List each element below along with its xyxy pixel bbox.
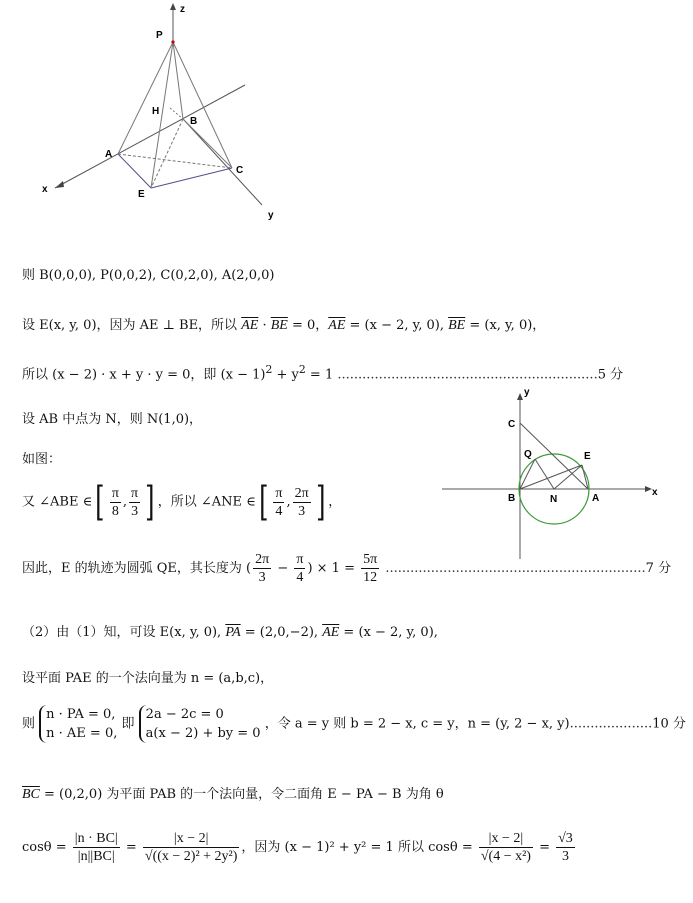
- label-E: E: [138, 189, 145, 200]
- frac-2pi-3: $\frac{2\pi}{3}$: [294, 485, 309, 519]
- frac-pi-4: $\frac{\pi}{4}$: [275, 485, 283, 519]
- l2-text-a: 设 E(x, y, 0)，因为 AE ⊥ BE，所以: [22, 318, 242, 333]
- l3-text-a: 所以 (x − 2) · x + y · y = 0，即 (x − 1): [22, 367, 266, 383]
- line-circle-equation: [22, 363, 623, 382]
- frac-pi-4-b: $\frac{\pi}{4}$: [296, 552, 304, 585]
- vec-ae-2: $\overline{AE}$: [328, 318, 346, 333]
- vec-ae: $\overline{AE}$: [241, 318, 259, 333]
- l3-sup-1: 2: [265, 363, 273, 376]
- frac-5pi-12: $\frac{5\pi}{12}$: [363, 552, 378, 585]
- vec-be: $\overline{BE}$: [270, 318, 288, 333]
- l3-text-e: = 1: [305, 367, 334, 383]
- x-axis-line: [55, 85, 245, 188]
- line-midpoint: [22, 408, 202, 427]
- score-7: 7 分: [645, 561, 672, 576]
- l6-text-a: 又 ∠ABE ∈: [22, 494, 93, 510]
- l10-text-c: ，令 a = y 则 b = 2 − x, c = y，n = (y, 2 − x, y): [264, 716, 570, 732]
- normal-vector-text: 设平面 PAE 的一个法向量为 n = (a,b,c)，: [22, 671, 274, 686]
- vec-ae-3: $\overline{AE}$: [322, 625, 340, 640]
- frac-pi-8: $\frac{\pi}{8}$: [111, 485, 119, 519]
- l7-minus: −: [273, 561, 293, 576]
- label-C: C: [236, 165, 244, 176]
- vec-bc: $\overline{BC}$: [22, 787, 40, 802]
- y-axis: [184, 120, 262, 205]
- l2-text-g: = (x − 2, y, 0),: [345, 318, 449, 333]
- label2-E: E: [584, 451, 591, 462]
- l2-text-e: = 0，: [287, 318, 329, 333]
- coords-text: 则 B(0,0,0), P(0,0,2), C(0,2,0), A(2,0,0): [22, 268, 275, 283]
- line-part2: [22, 621, 438, 641]
- line-system: [22, 705, 686, 743]
- line-normal-vector: [22, 667, 273, 686]
- l11-text-b: = (0,2,0) 为平面 PAB 的一个法向量，令二面角 E − PA − B 为角 θ: [39, 787, 444, 802]
- circle-figure: [440, 383, 665, 563]
- l2-dot: ·: [258, 318, 271, 333]
- line-arc-length: [22, 551, 671, 586]
- l10-then: 则: [22, 716, 36, 732]
- vec-be-2: $\overline{BE}$: [448, 318, 466, 333]
- label-B: B: [190, 116, 198, 127]
- line-as-figure: [22, 448, 61, 467]
- l7-text-a: 因此，E 的轨迹为圆弧 QE，其长度为 (: [22, 561, 252, 576]
- l3-text-c: + y: [272, 367, 299, 383]
- system-1: n · PA = 0, n · AE = 0,: [39, 705, 117, 743]
- score-5: 5 分: [597, 367, 624, 383]
- label2-C: C: [508, 419, 516, 430]
- label-x: x: [42, 184, 48, 195]
- l10-ie: 即: [121, 716, 135, 732]
- vec-pa: $\overline{PA}$: [225, 625, 241, 640]
- system-2: 2a − 2c = 0 a(x − 2) + by = 0: [139, 705, 261, 743]
- l7-text-c: ) × 1 =: [307, 561, 360, 576]
- label2-Q: Q: [524, 449, 532, 460]
- label2-B: B: [508, 493, 516, 504]
- label-A: A: [105, 149, 113, 160]
- as-figure-text: 如图：: [22, 452, 62, 467]
- l3-sup-2: 2: [298, 363, 306, 376]
- l8-text-e: = (x − 2, y, 0),: [339, 625, 438, 640]
- line-coordinates: [22, 264, 274, 283]
- l12-text-mid: ，因为 (x − 1)² + y² = 1 所以 cosθ =: [241, 840, 477, 855]
- l12-text-a: cosθ =: [22, 840, 71, 855]
- frac-cos-simplified: $\frac{|x - 2|}{\text{√(4 − x²)}}$: [480, 831, 531, 864]
- l8-text-a: （2）由（1）知，可设 E(x, y, 0),: [22, 625, 226, 640]
- score-dots-5: ...............................................................: [337, 367, 598, 383]
- label-P: P: [156, 30, 163, 41]
- frac-cos-def: $\frac{|n \cdot BC|}{|n||BC|}$: [74, 831, 118, 864]
- frac-2pi-3-b: $\frac{2\pi}{3}$: [255, 552, 270, 585]
- label2-x: x: [652, 487, 658, 498]
- line-bc-normal: [22, 783, 444, 803]
- frac-cos-expr: $\frac{|x - 2|}{\text{√((x − 2)² + 2y²)}}$: [144, 831, 238, 864]
- l2-text-i: = (x, y, 0)，: [465, 318, 546, 333]
- label2-N: N: [550, 494, 558, 505]
- frac-sqrt3-3: $\frac{√3}{3}$: [558, 831, 573, 864]
- l6-text-c: ，所以 ∠ANE ∈: [157, 494, 256, 510]
- line-set-e: [22, 314, 545, 334]
- midpoint-text: 设 AB 中点为 N，则 N(1,0)，: [22, 412, 203, 427]
- l8-text-c: = (2,0,−2),: [240, 625, 323, 640]
- line-angle-range: 又 ∠ABE ∈[ $\frac{\pi}{8}$ , $\frac{\pi}{3}$ ] ，所以 ∠ANE ∈[ $\frac{\pi}{4}$ , $\frac{2\pi}{3}$ ] ，: [22, 479, 342, 525]
- line-cos-theta: cosθ = $\frac{|n \cdot BC|}{|n||BC|}$ = $\frac{|x - 2|}{\text{√((x − 2)² + 2y²)}}$ ，因为 (x − 1)² + y² = 1 所以 cosθ = $\frac{|x - 2|}{\text{√(4 − x²)}}$ = $\frac{√3}{3}$: [22, 831, 573, 864]
- l6-text-e: ，: [328, 494, 342, 510]
- label-y: y: [268, 210, 274, 221]
- label-H: H: [152, 106, 160, 117]
- label2-y: y: [524, 387, 530, 398]
- score-10: 10 分: [652, 716, 686, 732]
- score-dots-7: ...............................................................: [385, 561, 646, 576]
- pyramid-figure: [30, 0, 274, 225]
- label2-A: A: [592, 493, 600, 504]
- score-dots-10: ....................: [569, 716, 653, 732]
- frac-pi-3: $\frac{\pi}{3}$: [131, 485, 139, 519]
- label-z: z: [180, 4, 185, 15]
